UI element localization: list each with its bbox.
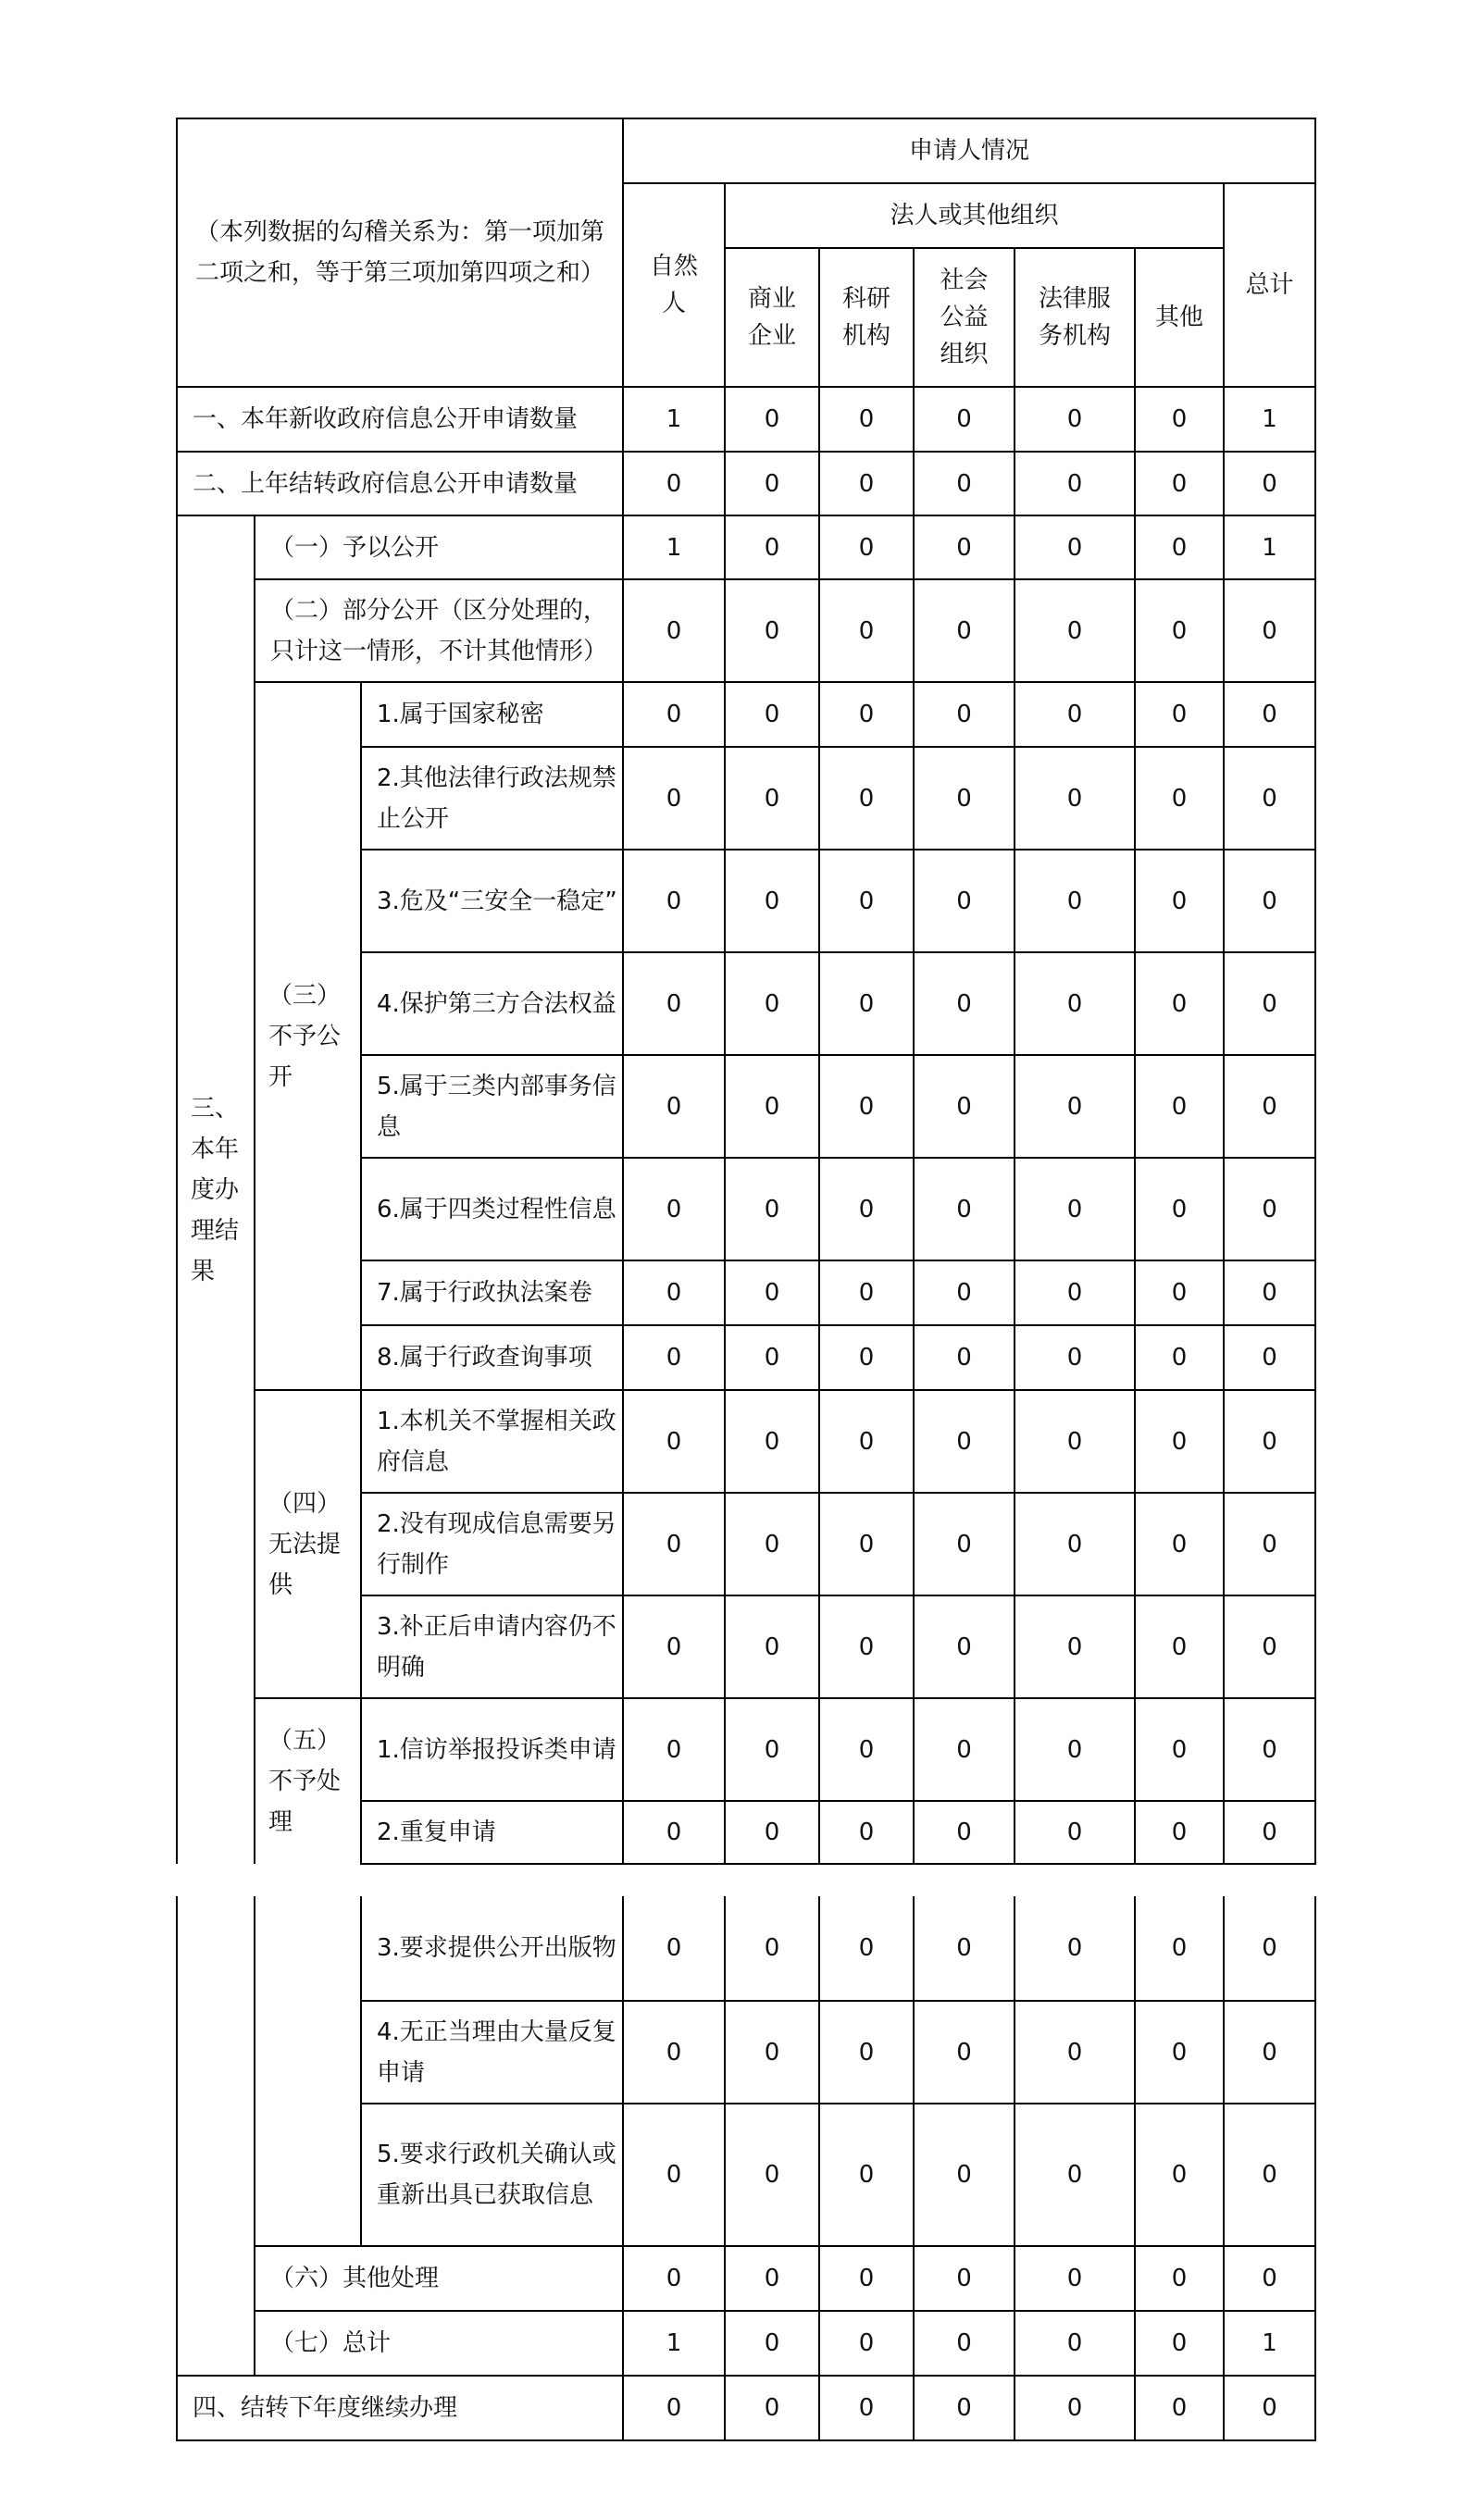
header-commercial: 商业 企业 [725, 248, 819, 387]
value-cell: 0 [623, 2104, 725, 2246]
row-label: 四、结转下年度继续办理 [177, 2376, 623, 2440]
value-cell: 0 [1015, 1896, 1135, 2001]
row-label: 4.保护第三方合法权益 [361, 952, 623, 1055]
value-cell: 0 [1015, 2311, 1135, 2376]
statistics-table-part-1 [176, 118, 1316, 1865]
value-cell: 0 [1015, 2246, 1135, 2311]
value-cell: 0 [914, 1390, 1015, 1493]
value-cell: 0 [623, 1260, 725, 1325]
value-cell: 0 [725, 1896, 819, 2001]
value-cell: 0 [1135, 1595, 1224, 1698]
value-cell: 0 [819, 1896, 914, 2001]
value-cell: 0 [1224, 2376, 1315, 2440]
header-legal-org: 法人或其他组织 [725, 183, 1224, 248]
value-cell: 0 [1135, 682, 1224, 747]
header-legal-service: 法律服 务机构 [1015, 248, 1135, 387]
value-cell: 0 [1224, 2104, 1315, 2246]
group-not-process-continued [255, 1896, 361, 2246]
value-cell: 0 [819, 1698, 914, 1801]
value-cell: 0 [1135, 2104, 1224, 2246]
row-label: 二、上年结转政府信息公开申请数量 [177, 452, 623, 515]
value-cell: 0 [1015, 2376, 1135, 2440]
group-not-process: （五） 不予处 理 [255, 1698, 361, 1864]
value-cell: 0 [1135, 1493, 1224, 1595]
value-cell: 0 [1224, 1325, 1315, 1390]
value-cell: 0 [623, 850, 725, 952]
value-cell: 0 [1224, 1260, 1315, 1325]
value-cell: 0 [1135, 1325, 1224, 1390]
value-cell: 0 [914, 387, 1015, 452]
table-row [177, 2376, 1315, 2440]
value-cell: 0 [623, 682, 725, 747]
value-cell: 0 [1224, 1896, 1315, 2001]
value-cell: 0 [623, 2376, 725, 2440]
value-cell: 0 [1135, 2246, 1224, 2311]
value-cell: 0 [725, 747, 819, 850]
value-cell: 0 [1224, 1698, 1315, 1801]
value-cell: 0 [819, 579, 914, 682]
value-cell: 0 [1015, 1801, 1135, 1864]
value-cell: 0 [1015, 452, 1135, 515]
value-cell: 1 [1224, 387, 1315, 452]
value-cell: 0 [623, 2001, 725, 2104]
value-cell: 0 [1135, 1158, 1224, 1260]
table-row [177, 1390, 1315, 1493]
value-cell: 0 [819, 1390, 914, 1493]
value-cell: 0 [1015, 1158, 1135, 1260]
value-cell: 0 [1224, 952, 1315, 1055]
value-cell: 0 [725, 452, 819, 515]
value-cell: 0 [1135, 2376, 1224, 2440]
value-cell: 0 [623, 1390, 725, 1493]
row-label: 5.属于三类内部事务信息 [361, 1055, 623, 1158]
value-cell: 0 [623, 1595, 725, 1698]
value-cell: 0 [914, 452, 1015, 515]
value-cell: 0 [1015, 747, 1135, 850]
value-cell: 0 [914, 1801, 1015, 1864]
row-label: 5.要求行政机关确认或重新出具已获取信息 [361, 2104, 623, 2246]
statistics-table-part-2 [176, 1896, 1316, 2441]
table-row [177, 1896, 1315, 2001]
value-cell: 0 [1015, 1493, 1135, 1595]
row-label: 1.信访举报投诉类申请 [361, 1698, 623, 1801]
value-cell: 0 [1224, 747, 1315, 850]
value-cell: 0 [623, 1801, 725, 1864]
value-cell: 0 [819, 2104, 914, 2246]
value-cell: 0 [1224, 682, 1315, 747]
value-cell: 0 [623, 1325, 725, 1390]
value-cell: 0 [725, 1055, 819, 1158]
value-cell: 0 [1015, 1595, 1135, 1698]
value-cell: 0 [1135, 1698, 1224, 1801]
value-cell: 0 [623, 452, 725, 515]
group-not-public: （三） 不予公 开 [255, 682, 361, 1390]
value-cell: 0 [914, 747, 1015, 850]
value-cell: 0 [725, 1158, 819, 1260]
value-cell: 0 [1135, 1055, 1224, 1158]
value-cell: 0 [725, 1260, 819, 1325]
value-cell: 0 [1015, 682, 1135, 747]
value-cell: 0 [1224, 1055, 1315, 1158]
group-section-3: 三、 本年 度办 理结 果 [177, 515, 255, 1864]
table-row [177, 2311, 1315, 2376]
value-cell: 0 [914, 1896, 1015, 2001]
value-cell: 0 [1135, 850, 1224, 952]
value-cell: 0 [1015, 1325, 1135, 1390]
value-cell: 0 [914, 1493, 1015, 1595]
row-label: （七）总计 [255, 2311, 623, 2376]
value-cell: 0 [1135, 579, 1224, 682]
value-cell: 0 [1015, 1390, 1135, 1493]
value-cell: 0 [1224, 1158, 1315, 1260]
header-social-welfare: 社会 公益 组织 [914, 248, 1015, 387]
value-cell: 0 [914, 1055, 1015, 1158]
value-cell: 0 [725, 515, 819, 579]
row-label: 2.没有现成信息需要另行制作 [361, 1493, 623, 1595]
table-row [177, 579, 1315, 682]
value-cell: 0 [1135, 387, 1224, 452]
value-cell: 0 [819, 2376, 914, 2440]
value-cell: 0 [1224, 1801, 1315, 1864]
header-applicant-situation: 申请人情况 [623, 118, 1315, 183]
value-cell: 0 [1224, 1390, 1315, 1493]
value-cell: 0 [623, 952, 725, 1055]
value-cell: 0 [1015, 2104, 1135, 2246]
value-cell: 0 [819, 1595, 914, 1698]
value-cell: 0 [914, 1260, 1015, 1325]
value-cell: 0 [914, 579, 1015, 682]
value-cell: 0 [819, 1493, 914, 1595]
value-cell: 1 [623, 2311, 725, 2376]
row-label: 一、本年新收政府信息公开申请数量 [177, 387, 623, 452]
row-label: 1.属于国家秘密 [361, 682, 623, 747]
value-cell: 1 [623, 387, 725, 452]
value-cell: 0 [725, 952, 819, 1055]
value-cell: 0 [819, 1260, 914, 1325]
value-cell: 0 [725, 387, 819, 452]
value-cell: 0 [1135, 1390, 1224, 1493]
value-cell: 0 [1135, 515, 1224, 579]
value-cell: 0 [725, 2104, 819, 2246]
table-row [177, 452, 1315, 515]
value-cell: 0 [1015, 1260, 1135, 1325]
value-cell: 0 [1015, 1698, 1135, 1801]
row-label: 2.其他法律行政法规禁止公开 [361, 747, 623, 850]
value-cell: 0 [623, 1896, 725, 2001]
value-cell: 0 [725, 2246, 819, 2311]
group-section-3-continued [177, 1896, 255, 2376]
value-cell: 0 [819, 1325, 914, 1390]
group-cannot-provide: （四） 无法提 供 [255, 1390, 361, 1698]
value-cell: 0 [914, 850, 1015, 952]
table-row [177, 387, 1315, 452]
value-cell: 0 [914, 1325, 1015, 1390]
value-cell: 0 [1135, 2311, 1224, 2376]
value-cell: 0 [914, 1595, 1015, 1698]
value-cell: 0 [725, 1801, 819, 1864]
table-row [177, 515, 1315, 579]
value-cell: 0 [725, 2376, 819, 2440]
value-cell: 0 [1015, 387, 1135, 452]
value-cell: 0 [725, 1595, 819, 1698]
value-cell: 0 [819, 1055, 914, 1158]
table-row [177, 682, 1315, 747]
value-cell: 0 [914, 2376, 1015, 2440]
value-cell: 0 [1224, 1493, 1315, 1595]
value-cell: 0 [725, 850, 819, 952]
row-label: 8.属于行政查询事项 [361, 1325, 623, 1390]
header-note: （本列数据的勾稽关系为：第一项加第二项之和，等于第三项加第四项之和） [177, 118, 623, 387]
value-cell: 0 [1015, 952, 1135, 1055]
value-cell: 0 [914, 952, 1015, 1055]
value-cell: 0 [725, 682, 819, 747]
value-cell: 0 [1224, 579, 1315, 682]
value-cell: 0 [725, 1325, 819, 1390]
value-cell: 0 [1224, 2001, 1315, 2104]
value-cell: 0 [725, 1390, 819, 1493]
value-cell: 0 [623, 1055, 725, 1158]
value-cell: 0 [819, 1801, 914, 1864]
header-other: 其他 [1135, 248, 1224, 387]
value-cell: 0 [819, 682, 914, 747]
value-cell: 0 [819, 387, 914, 452]
value-cell: 0 [819, 952, 914, 1055]
value-cell: 1 [623, 515, 725, 579]
row-label: 3.补正后申请内容仍不明确 [361, 1595, 623, 1698]
value-cell: 0 [1015, 1055, 1135, 1158]
value-cell: 0 [1224, 850, 1315, 952]
row-label: （一）予以公开 [255, 515, 623, 579]
header-total: 总计 [1224, 183, 1315, 387]
value-cell: 0 [1135, 2001, 1224, 2104]
value-cell: 0 [819, 515, 914, 579]
value-cell: 0 [1224, 1595, 1315, 1698]
value-cell: 0 [819, 850, 914, 952]
value-cell: 0 [1015, 515, 1135, 579]
value-cell: 0 [1135, 452, 1224, 515]
value-cell: 0 [1135, 952, 1224, 1055]
row-label: 1.本机关不掌握相关政府信息 [361, 1390, 623, 1493]
value-cell: 0 [623, 579, 725, 682]
table-row [177, 1698, 1315, 1801]
value-cell: 0 [725, 2001, 819, 2104]
row-label: 3.要求提供公开出版物 [361, 1896, 623, 2001]
value-cell: 0 [623, 1158, 725, 1260]
value-cell: 0 [1135, 1260, 1224, 1325]
value-cell: 0 [623, 1493, 725, 1595]
value-cell: 0 [819, 2246, 914, 2311]
value-cell: 0 [1015, 2001, 1135, 2104]
row-label: 7.属于行政执法案卷 [361, 1260, 623, 1325]
header-research: 科研 机构 [819, 248, 914, 387]
value-cell: 0 [819, 452, 914, 515]
value-cell: 0 [914, 2001, 1015, 2104]
value-cell: 0 [1135, 747, 1224, 850]
row-label: （二）部分公开（区分处理的，只计这一情形，不计其他情形） [255, 579, 623, 682]
row-label: 3.危及“三安全一稳定” [361, 850, 623, 952]
row-label: 2.重复申请 [361, 1801, 623, 1864]
value-cell: 0 [914, 2311, 1015, 2376]
value-cell: 0 [623, 1698, 725, 1801]
value-cell: 1 [1224, 515, 1315, 579]
value-cell: 0 [725, 1698, 819, 1801]
value-cell: 0 [914, 2104, 1015, 2246]
value-cell: 0 [725, 1493, 819, 1595]
value-cell: 0 [819, 2311, 914, 2376]
value-cell: 0 [914, 1158, 1015, 1260]
value-cell: 0 [1224, 452, 1315, 515]
value-cell: 0 [1135, 1896, 1224, 2001]
row-label: 4.无正当理由大量反复申请 [361, 2001, 623, 2104]
table-row [177, 2246, 1315, 2311]
value-cell: 0 [725, 579, 819, 682]
value-cell: 0 [1015, 579, 1135, 682]
value-cell: 0 [1224, 2246, 1315, 2311]
value-cell: 0 [819, 1158, 914, 1260]
value-cell: 0 [914, 2246, 1015, 2311]
value-cell: 0 [819, 2001, 914, 2104]
value-cell: 0 [623, 747, 725, 850]
value-cell: 0 [623, 2246, 725, 2311]
value-cell: 0 [819, 747, 914, 850]
value-cell: 0 [1015, 850, 1135, 952]
value-cell: 1 [1224, 2311, 1315, 2376]
header-natural-person: 自然 人 [623, 183, 725, 387]
row-label: 6.属于四类过程性信息 [361, 1158, 623, 1260]
value-cell: 0 [914, 682, 1015, 747]
row-label: （六）其他处理 [255, 2246, 623, 2311]
value-cell: 0 [725, 2311, 819, 2376]
value-cell: 0 [1135, 1801, 1224, 1864]
value-cell: 0 [914, 1698, 1015, 1801]
value-cell: 0 [914, 515, 1015, 579]
